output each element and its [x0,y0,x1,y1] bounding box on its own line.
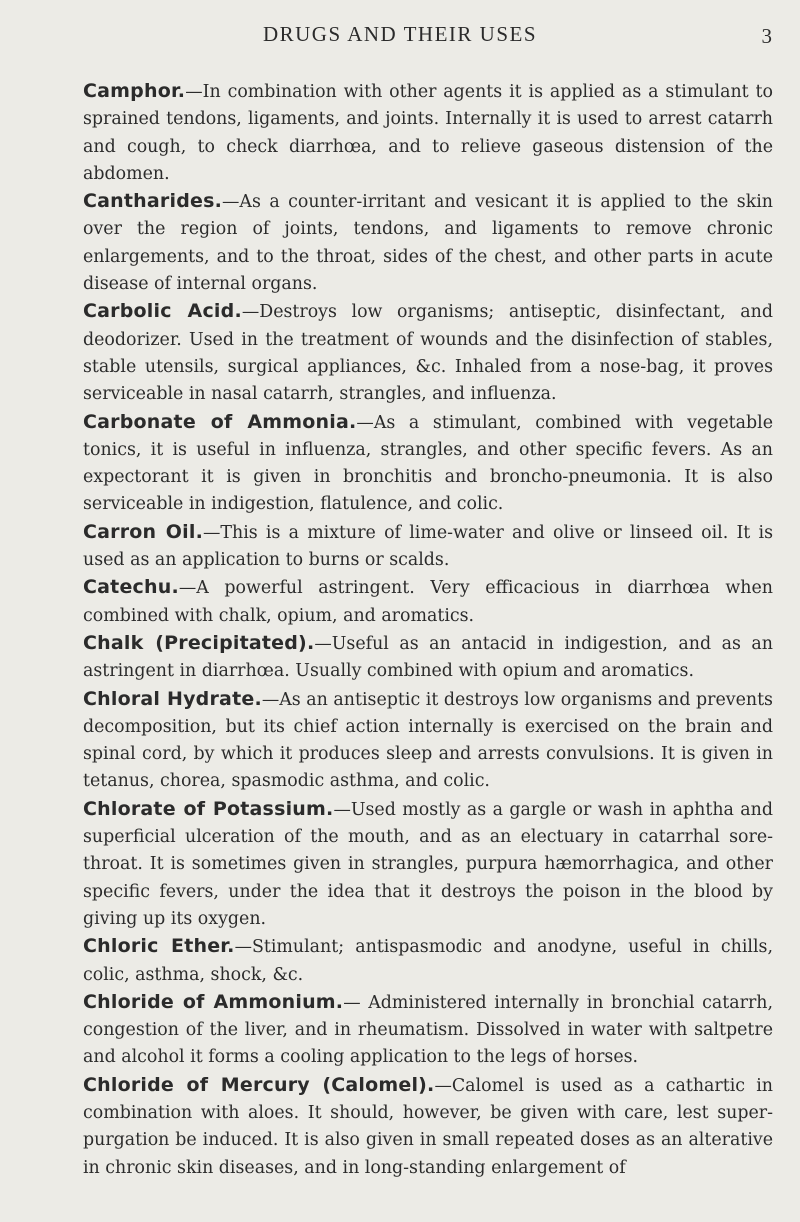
entry-text: —As a stimulant, combined with vegetable tonics, it is useful in influenza, strangles, and other specific fevers. As an expectorant it is given in bronchitis and broncho-pneumonia. It is also serviceable in indigestion, flatulence, and colic. [83,412,773,515]
entry-term: Chloral Hydrate. [83,687,262,710]
entry-chloric-ether [83,933,773,989]
entry-chalk [83,630,773,686]
entry-text: —A powerful astringent. Very efficacious in diarrhœa when combined with chalk, opium, and aromatics. [83,578,773,626]
entry-chlorate-of-potassium [83,796,773,933]
running-title: DRUGS AND THEIR USES [262,22,538,46]
entry-term: Chloride of Mercury (Calomel). [83,1073,435,1096]
entry-catechu [83,574,773,630]
entry-text: —This is a mixture of lime-water and olive or linseed oil. It is used as an application to burns or scalds. [83,522,774,571]
entry-text: —Stimulant; antispasmodic and anodyne, useful in chills, colic, asthma, shock, &c. [83,937,774,985]
entry-chloral-hydrate [83,686,773,796]
entry-term: Carbonate of Ammonia. [83,410,357,433]
entry-term: Cantharides. [83,190,223,213]
entry-chloride-of-ammonium [83,989,773,1072]
entry-text: —As a counter-irritant and vesicant it is applied to the skin over the region of joints, tendons, and ligaments to remove chronic enlargements, and to the throat, sides of the chest, and other parts in acute disease of internal organs. [83,192,773,295]
entry-text: —Destroys low organisms; antiseptic, disinfectant, and deodorizer. Used in the treatment of wounds and the disinfection of stables, stable utensils, surgical appliances, &c. Inhaled from a nose-bag, it proves serviceable in nasal catarrh, strangles, and influenza. [83,302,773,405]
entry-cantharides [83,188,773,298]
entry-term: Carron Oil. [83,520,203,543]
entry-term: Catechu. [83,576,179,599]
entry-text: —Useful as an antacid in indigestion, and as an astringent in diarrhœa. Usually combined with opium and aromatics. [83,633,773,682]
entry-text: — Administered internally in bronchial catarrh, congestion of the liver, and in rheumatism. Dissolved in water with saltpetre and alcohol it forms a cooling application to the legs of horses. [83,992,774,1068]
entry-text: —In combination with other agents it is applied as a stimulant to sprained tendons, ligaments, and joints. Internally it is used to arrest catarrh and cough, to check diarrhœa, and to relieve gaseous distension of the abdomen. [83,82,773,184]
entry-text: —Calomel is used as a cathartic in combination with aloes. It should, however, be given with care, lest super-purgation be induced. It is also given in small repeated doses as an alterative in chronic skin diseases, and in long-standing enlargement of [83,1075,773,1178]
page-number: 3 [761,24,772,48]
entry-carron-oil [83,519,773,575]
entry-camphor [83,78,773,188]
entry-term: Chlorate of Potassium. [83,797,334,820]
entry-text: —Used mostly as a gargle or wash in aphtha and superficial ulceration of the mouth, and as an electuary in catarrhal sore-throat. It is sometimes given in strangles, purpura hæmorrhagica, and other specific fevers, under the idea that it destroys the poison in the blood by giving up its oxygen. [83,799,773,929]
entry-term: Carbolic Acid. [83,300,242,323]
entry-carbonate-of-ammonia [83,409,773,519]
entry-text: —As an antiseptic it destroys low organisms and prevents decomposition, but its chief action internally is exercised on the brain and spinal cord, by which it produces sleep and arrests convulsions. It is given in tetanus, chorea, spasmodic asthma, and colic. [83,689,773,792]
entry-term: Chloric Ether. [83,935,235,958]
entry-term: Chalk (Precipitated). [83,631,315,654]
entries [83,78,773,1182]
entry-term: Camphor. [83,80,186,102]
entry-term: Chloride of Ammonium. [83,990,344,1013]
entry-carbolic-acid [83,298,773,408]
entry-chloride-of-mercury [83,1072,773,1182]
running-head [0,22,800,52]
